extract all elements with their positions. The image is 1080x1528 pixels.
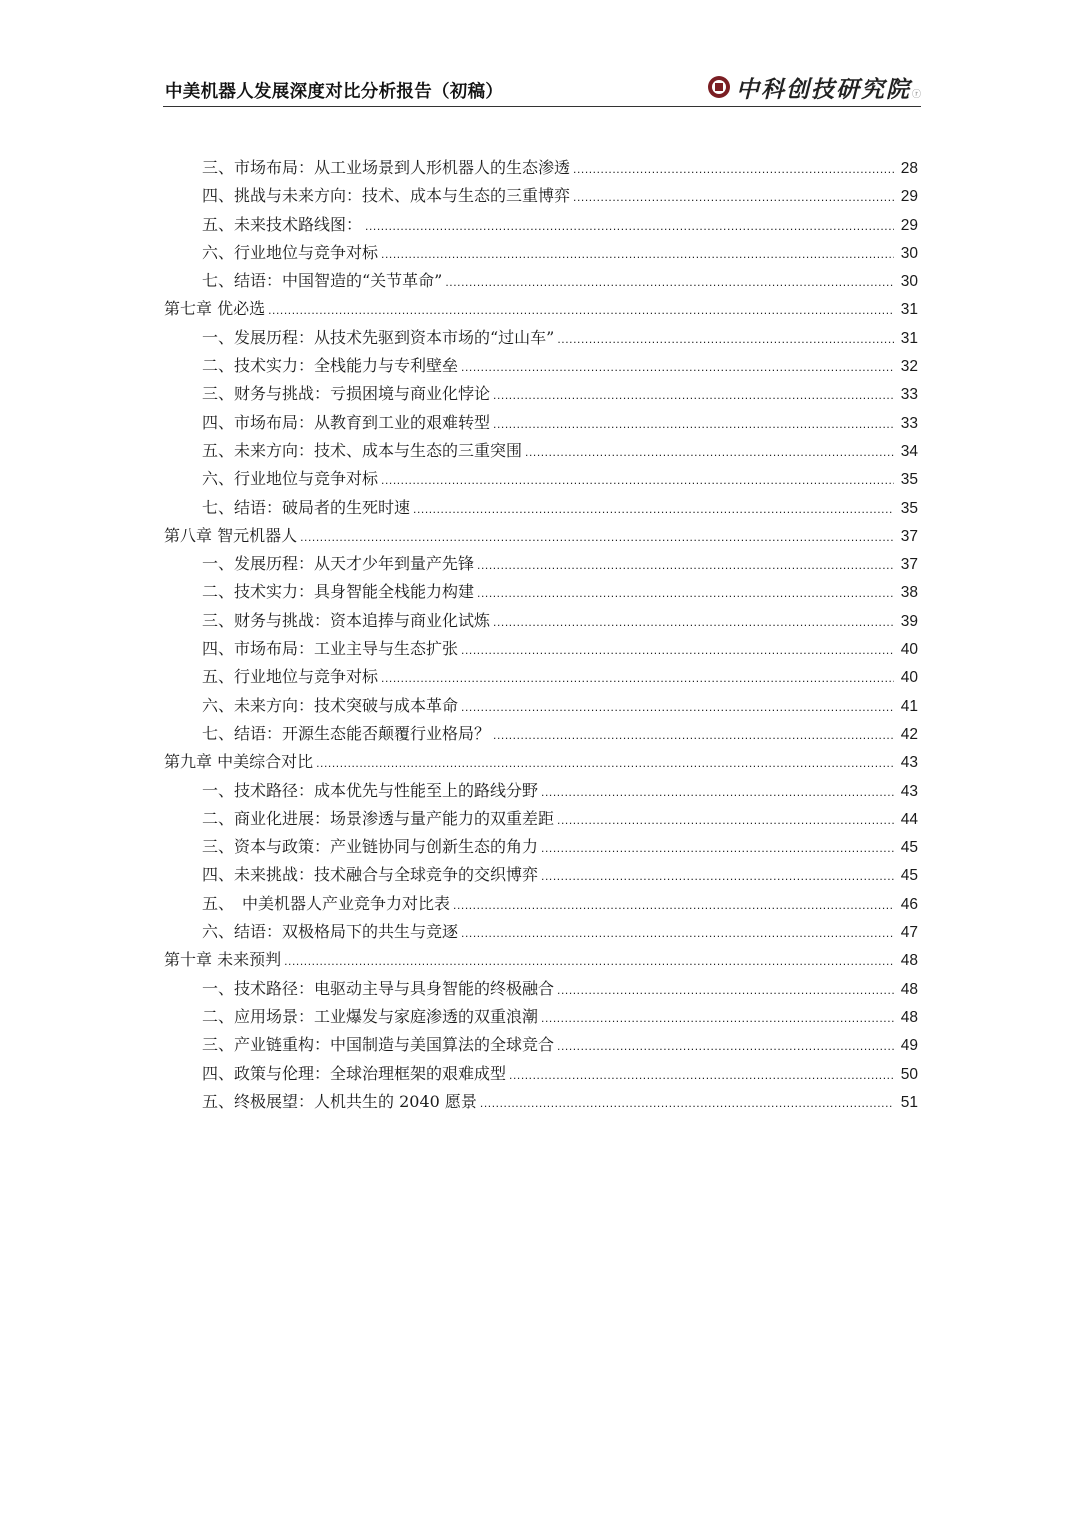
logo-text: 中科创技研究院 — [735, 75, 911, 103]
toc-entry-title: 一、发展历程：从天才少年到量产先锋 — [202, 554, 475, 574]
registered-mark: ⓡ — [911, 90, 921, 100]
toc-page-number: 34 — [900, 442, 918, 460]
toc-entry-title: 五、未来方向：技术、成本与生态的三重突围 — [202, 440, 523, 460]
toc-dot-leader — [284, 947, 894, 975]
toc-page-number: 48 — [900, 1008, 918, 1026]
toc-page-number: 48 — [900, 952, 918, 970]
toc-dot-leader — [477, 551, 894, 579]
toc-entry-title: 五、终极展望：人机共生的 2040 愿景 — [202, 1091, 477, 1111]
toc-dot-leader — [461, 693, 894, 721]
toc-page-number: 29 — [900, 216, 918, 234]
toc-section-entry[interactable] — [163, 890, 918, 918]
toc-section-entry[interactable] — [163, 1088, 918, 1116]
toc-section-entry[interactable] — [163, 777, 918, 805]
toc-dot-leader — [300, 523, 894, 551]
toc-section-entry[interactable] — [163, 437, 918, 465]
toc-section-entry[interactable] — [163, 1003, 918, 1031]
toc-entry-title: 第九章 中美综合对比 — [164, 752, 314, 772]
toc-section-entry[interactable] — [163, 211, 918, 239]
toc-entry-title: 四、市场布局：工业主导与生态扩张 — [202, 639, 459, 659]
toc-page-number: 48 — [900, 980, 918, 998]
toc-entry-title: 四、政策与伦理：全球治理框架的艰难成型 — [202, 1063, 507, 1083]
toc-page-number: 47 — [900, 924, 918, 942]
toc-dot-leader — [557, 806, 894, 834]
table-of-contents — [163, 154, 918, 1116]
toc-dot-leader — [573, 183, 894, 211]
toc-entry-title: 五、 中美机器人产业竞争力对比表 — [202, 893, 451, 913]
toc-section-entry[interactable] — [163, 409, 918, 437]
toc-section-entry[interactable] — [163, 578, 918, 606]
institute-logo — [708, 70, 921, 104]
toc-entry-title: 七、结语：破局者的生死时速 — [202, 497, 411, 517]
toc-dot-leader — [461, 636, 894, 664]
toc-dot-leader — [493, 381, 894, 409]
toc-chapter-entry[interactable] — [163, 748, 918, 776]
toc-section-entry[interactable] — [163, 833, 918, 861]
toc-page-number: 40 — [900, 641, 918, 659]
toc-entry-title: 六、行业地位与竞争对标 — [202, 242, 379, 262]
toc-entry-title: 二、技术实力：具身智能全栈能力构建 — [202, 582, 475, 602]
toc-section-entry[interactable] — [163, 550, 918, 578]
toc-dot-leader — [509, 1061, 894, 1089]
toc-dot-leader — [493, 410, 894, 438]
toc-section-entry[interactable] — [163, 494, 918, 522]
toc-dot-leader — [268, 296, 894, 324]
toc-entry-title: 二、应用场景：工业爆发与家庭渗透的双重浪潮 — [202, 1006, 539, 1026]
toc-dot-leader — [557, 976, 894, 1004]
toc-dot-leader — [557, 325, 894, 353]
toc-entry-title: 三、财务与挑战：亏损困境与商业化悖论 — [202, 384, 491, 404]
toc-entry-title: 四、未来挑战：技术融合与全球竞争的交织博弈 — [202, 865, 539, 885]
toc-entry-title: 第八章 智元机器人 — [164, 525, 298, 545]
toc-page-number: 42 — [900, 725, 918, 743]
toc-page-number: 45 — [900, 867, 918, 885]
toc-page-number: 50 — [900, 1065, 918, 1083]
toc-page-number: 45 — [900, 839, 918, 857]
toc-dot-leader — [573, 155, 894, 183]
toc-section-entry[interactable] — [163, 1060, 918, 1088]
toc-dot-leader — [461, 919, 894, 947]
toc-entry-title: 三、资本与政策：产业链协同与创新生态的角力 — [202, 837, 539, 857]
toc-section-entry[interactable] — [163, 805, 918, 833]
toc-chapter-entry[interactable] — [163, 946, 918, 974]
header-divider — [163, 106, 921, 107]
toc-dot-leader — [381, 466, 894, 494]
toc-page-number: 38 — [900, 584, 918, 602]
toc-page-number: 35 — [900, 499, 918, 517]
toc-chapter-entry[interactable] — [163, 295, 918, 323]
toc-page-number: 30 — [900, 273, 918, 291]
toc-section-entry[interactable] — [163, 380, 918, 408]
toc-page-number: 33 — [900, 386, 918, 404]
toc-page-number: 49 — [900, 1037, 918, 1055]
toc-section-entry[interactable] — [163, 324, 918, 352]
toc-page-number: 43 — [900, 754, 918, 772]
toc-section-entry[interactable] — [163, 635, 918, 663]
toc-page-number: 31 — [900, 329, 918, 347]
toc-section-entry[interactable] — [163, 352, 918, 380]
toc-section-entry[interactable] — [163, 975, 918, 1003]
toc-page-number: 31 — [900, 301, 918, 319]
toc-dot-leader — [541, 834, 894, 862]
toc-entry-title: 五、行业地位与竞争对标 — [202, 667, 379, 687]
toc-page-number: 35 — [900, 471, 918, 489]
toc-section-entry[interactable] — [163, 154, 918, 182]
toc-dot-leader — [365, 212, 894, 240]
toc-dot-leader — [541, 1004, 894, 1032]
toc-dot-leader — [480, 1089, 894, 1117]
toc-dot-leader — [557, 1032, 894, 1060]
toc-page-number: 46 — [900, 895, 918, 913]
toc-dot-leader — [477, 579, 894, 607]
toc-entry-title: 七、结语：开源生态能否颠覆行业格局？ — [202, 723, 491, 743]
toc-section-entry[interactable] — [163, 1031, 918, 1059]
toc-entry-title: 六、行业地位与竞争对标 — [202, 469, 379, 489]
toc-entry-title: 一、技术路径：成本优先与性能至上的路线分野 — [202, 780, 539, 800]
toc-entry-title: 第十章 未来预判 — [164, 950, 282, 970]
page-header — [163, 66, 921, 106]
toc-dot-leader — [541, 862, 894, 890]
toc-section-entry[interactable] — [163, 182, 918, 210]
toc-dot-leader — [413, 495, 894, 523]
toc-entry-title: 二、技术实力：全栈能力与专利壁垒 — [202, 356, 459, 376]
toc-dot-leader — [541, 778, 894, 806]
toc-entry-title: 三、市场布局：从工业场景到人形机器人的生态渗透 — [202, 158, 571, 177]
toc-entry-title: 第七章 优必选 — [164, 299, 266, 319]
toc-page-number: 44 — [900, 810, 918, 828]
toc-dot-leader — [453, 891, 894, 919]
toc-section-entry[interactable] — [163, 239, 918, 267]
toc-page-number: 51 — [900, 1093, 918, 1111]
toc-dot-leader — [525, 438, 894, 466]
toc-section-entry[interactable] — [163, 918, 918, 946]
toc-page-number: 33 — [900, 414, 918, 432]
toc-page-number: 37 — [900, 556, 918, 574]
toc-entry-title: 三、财务与挑战：资本追捧与商业化试炼 — [202, 610, 491, 630]
toc-entry-title: 一、发展历程：从技术先驱到资本市场的“过山车” — [202, 327, 555, 347]
toc-dot-leader — [493, 721, 894, 749]
toc-section-entry[interactable] — [163, 861, 918, 889]
toc-page-number: 32 — [900, 358, 918, 376]
toc-section-entry[interactable] — [163, 663, 918, 691]
toc-entry-title: 四、市场布局：从教育到工业的艰难转型 — [202, 412, 491, 432]
toc-dot-leader — [445, 268, 894, 296]
toc-page-number: 40 — [900, 669, 918, 687]
toc-entry-title: 六、未来方向：技术突破与成本革命 — [202, 695, 459, 715]
toc-dot-leader — [493, 608, 894, 636]
toc-entry-title: 二、商业化进展：场景渗透与量产能力的双重差距 — [202, 808, 555, 828]
toc-page-number: 37 — [900, 527, 918, 545]
toc-section-entry[interactable] — [163, 465, 918, 493]
toc-page-number: 29 — [900, 188, 918, 206]
toc-page-number: 30 — [900, 244, 918, 262]
toc-entry-title: 三、产业链重构：中国制造与美国算法的全球竞合 — [202, 1035, 555, 1055]
toc-section-entry[interactable] — [163, 720, 918, 748]
toc-entry-title: 六、结语：双极格局下的共生与竞逐 — [202, 922, 459, 942]
toc-page-number: 39 — [900, 612, 918, 630]
toc-page-number: 28 — [900, 160, 918, 177]
toc-page-number: 41 — [900, 697, 918, 715]
toc-entry-title: 五、未来技术路线图： — [202, 214, 363, 234]
toc-dot-leader — [381, 664, 894, 692]
toc-dot-leader — [316, 749, 894, 777]
toc-entry-title: 七、结语：中国智造的“关节革命” — [202, 271, 443, 291]
toc-section-entry[interactable] — [163, 607, 918, 635]
toc-dot-leader — [381, 240, 894, 268]
toc-dot-leader — [461, 353, 894, 381]
toc-section-entry[interactable] — [163, 267, 918, 295]
seal-icon — [708, 76, 730, 98]
toc-section-entry[interactable] — [163, 692, 918, 720]
report-title: 中美机器人发展深度对比分析报告（初稿） — [165, 82, 504, 102]
toc-entry-title: 一、技术路径：电驱动主导与具身智能的终极融合 — [202, 978, 555, 998]
toc-entry-title: 四、挑战与未来方向：技术、成本与生态的三重博弈 — [202, 186, 571, 206]
toc-page-number: 43 — [900, 782, 918, 800]
toc-chapter-entry[interactable] — [163, 522, 918, 550]
